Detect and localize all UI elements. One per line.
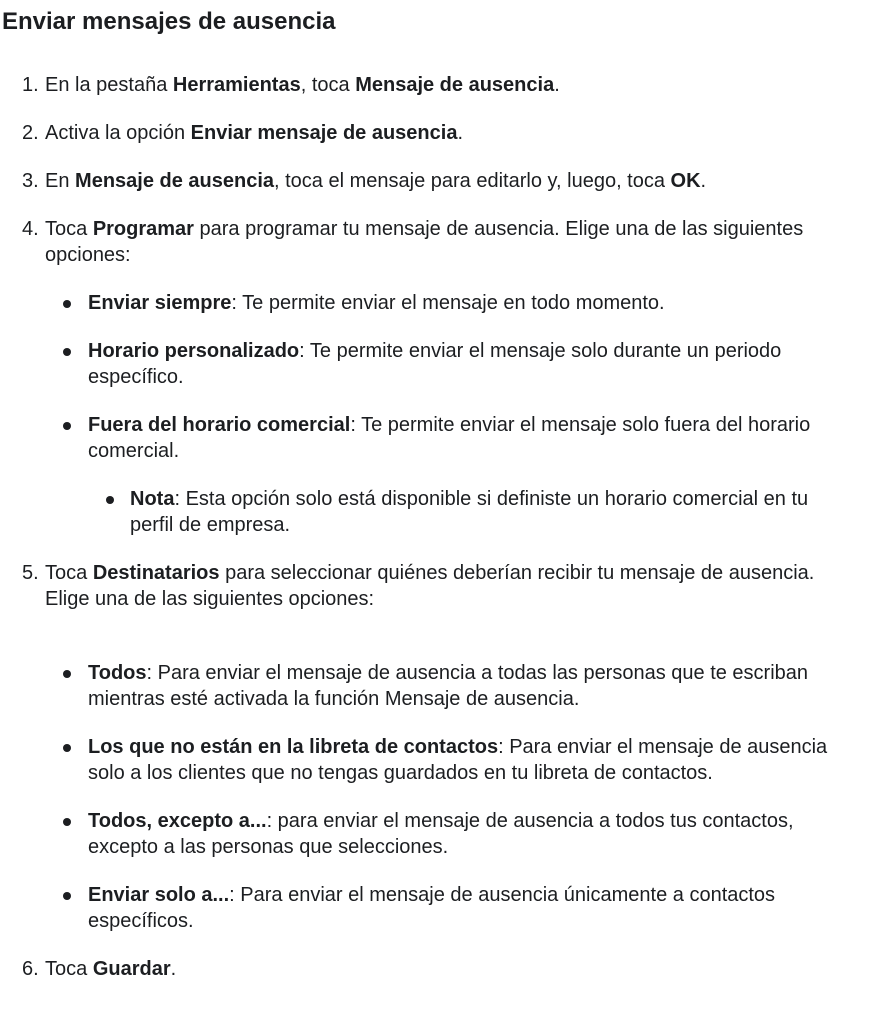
option-label: Enviar siempre bbox=[88, 292, 232, 314]
recipient-options-list bbox=[45, 660, 856, 934]
option-label: Fuera del horario comercial bbox=[88, 414, 351, 436]
option-label: Los que no están en la libreta de contactos bbox=[88, 736, 499, 758]
list-item: Todos: Para enviar el mensaje de ausencia a todas las personas que te escriban mientras esté activada la función Mensaje de ausencia. bbox=[45, 660, 856, 712]
list-item: Horario personalizado: Te permite enviar el mensaje solo durante un periodo específico. bbox=[45, 338, 856, 390]
option-label: Todos, excepto a... bbox=[88, 810, 267, 832]
bold-term: Mensaje de ausencia bbox=[355, 74, 555, 96]
step-number: 5. bbox=[22, 562, 39, 584]
option-label: Todos bbox=[88, 662, 147, 684]
step-6: 6. Toca Guardar. bbox=[22, 958, 177, 980]
list-item: Todos, excepto a...: para enviar el mensaje de ausencia a todos tus contactos, excepto a las personas que selecciones. bbox=[45, 808, 856, 860]
bullet-icon bbox=[63, 744, 71, 752]
schedule-options-list bbox=[45, 290, 856, 538]
page-title: Enviar mensajes de ausencia bbox=[2, 8, 336, 35]
list-item: Enviar siempre: Te permite enviar el mensaje en todo momento. bbox=[45, 290, 856, 316]
note-list bbox=[88, 486, 856, 538]
bullet-icon bbox=[63, 422, 71, 430]
bold-term: Destinatarios bbox=[92, 562, 220, 584]
option-label: Enviar solo a... bbox=[88, 884, 230, 906]
steps-list bbox=[2, 72, 856, 982]
bullet-icon bbox=[106, 496, 114, 504]
bold-term: Mensaje de ausencia bbox=[75, 170, 275, 192]
note-item: Nota: Esta opción solo está disponible si definiste un horario comercial en tu perfil de empresa. bbox=[88, 486, 856, 538]
bold-term: Programar bbox=[92, 218, 194, 240]
bullet-icon bbox=[63, 348, 71, 356]
note-label: Nota bbox=[130, 488, 175, 510]
step-1: 1. En la pestaña Herramientas, toca Mensaje de ausencia. bbox=[22, 74, 560, 96]
step-number: 6. bbox=[22, 958, 39, 980]
list-item: Los que no están en la libreta de contactos: Para enviar el mensaje de ausencia solo a los clientes que no tengas guardados en tu libreta de contactos. bbox=[45, 734, 856, 786]
list-item: Enviar solo a...: Para enviar el mensaje de ausencia únicamente a contactos específicos. bbox=[45, 882, 856, 934]
bullet-icon bbox=[63, 300, 71, 308]
step-number: 1. bbox=[22, 74, 39, 96]
step-4: 4. Toca Programar para programar tu mensaje de ausencia. Elige una de las siguientes opciones: Enviar siempre: Te permite enviar el mensaje en todo momento. Horario personalizado: Te permite enviar el mensaje solo durante un periodo específico. Fuera del horario comercial: Te permite enviar el mensaje solo fuera del horario comercial. Nota: Esta opción solo está disponible si definiste un horario comercial en tu perfil de empresa. bbox=[22, 216, 856, 538]
bold-term: Enviar mensaje de ausencia bbox=[190, 122, 458, 144]
bullet-icon bbox=[63, 670, 71, 678]
step-number: 3. bbox=[22, 170, 39, 192]
bold-term: OK bbox=[670, 170, 701, 192]
step-number: 4. bbox=[22, 218, 39, 240]
bullet-icon bbox=[63, 892, 71, 900]
list-item: Fuera del horario comercial: Te permite enviar el mensaje solo fuera del horario comercial. Nota: Esta opción solo está disponible si definiste un horario comercial en tu perfil de empresa. bbox=[45, 412, 856, 538]
step-5: 5. Toca Destinatarios para seleccionar quiénes deberían recibir tu mensaje de ausencia. Elige una de las siguientes opciones: Todos: Para enviar el mensaje de ausencia a todas las personas que te escriban mientras esté activada la función Mensaje de ausencia. Los que no están en la libreta de contactos: Para enviar el mensaje de ausencia solo a los clientes que no tengas guardados en tu libreta de contactos. Todos, excepto a...: para enviar el mensaje de ausencia a todos tus contactos, excepto a las personas que selecciones. Enviar solo a...: Para enviar el mensaje de ausencia únicamente a contactos específicos. bbox=[22, 560, 856, 934]
option-label: Horario personalizado bbox=[88, 340, 300, 362]
bold-term: Herramientas bbox=[172, 74, 301, 96]
step-number: 2. bbox=[22, 122, 39, 144]
bullet-icon bbox=[63, 818, 71, 826]
step-2: 2. Activa la opción Enviar mensaje de ausencia. bbox=[22, 122, 464, 144]
step-3: 3. En Mensaje de ausencia, toca el mensaje para editarlo y, luego, toca OK. bbox=[22, 170, 707, 192]
bold-term: Guardar bbox=[92, 958, 171, 980]
